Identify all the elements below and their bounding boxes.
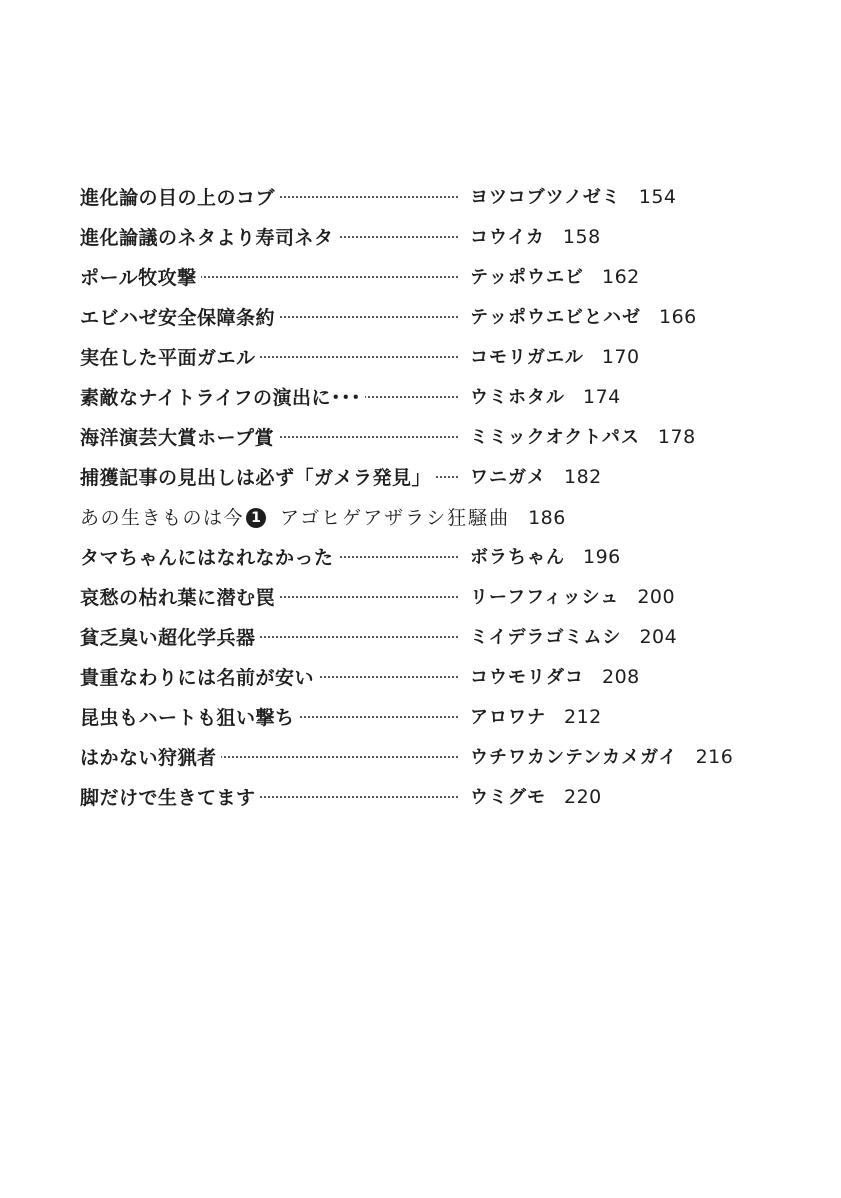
entry-subject [466, 423, 696, 449]
toc-entry [80, 781, 780, 811]
entry-subject [466, 343, 640, 369]
page-number: 174 [583, 386, 621, 408]
entry-title: 実在した平面ガエル [80, 343, 260, 370]
page-number: 208 [602, 666, 640, 688]
page-number: 178 [657, 426, 696, 448]
page-number: 154 [638, 186, 677, 208]
toc-entry [80, 541, 780, 571]
entry-title: 昆虫もハートも狙い撃ち [80, 703, 299, 730]
entry-title: 哀愁の枯れ葉に潜む罠 [80, 583, 279, 610]
entry-title: ポール牧攻撃 [80, 263, 201, 290]
entry-subject [466, 463, 602, 489]
toc-entry [80, 661, 780, 691]
toc-entry [80, 701, 780, 731]
page-number: 220 [564, 786, 602, 808]
entry-title: タマちゃんにはなれなかった [80, 543, 338, 570]
circled-number-badge: 1 [246, 508, 266, 528]
toc-entry [80, 741, 780, 771]
page-number: 196 [583, 546, 621, 568]
subject-name: コウモリダコ [470, 667, 584, 688]
subject-name: ウミグモ [470, 787, 546, 808]
entry-title: 捕獲記事の見出しは必ず「ガメラ発見」 [80, 463, 435, 490]
toc-entry [80, 261, 780, 291]
subject-name: ウミホタル [470, 387, 565, 408]
entry-title: 素敵なナイトライフの演出に･･･ [80, 383, 365, 410]
entry-subject [466, 783, 602, 809]
subject-name: ワニガメ [470, 467, 546, 488]
toc-entry [80, 461, 780, 491]
toc-entry [80, 221, 780, 251]
special-entry [80, 503, 566, 530]
toc-entry-special [80, 501, 780, 531]
toc-entry [80, 181, 780, 211]
page-number: 186 [528, 507, 566, 529]
entry-subject [466, 583, 675, 609]
entry-title: エビハゼ安全保障条約 [80, 303, 279, 330]
entry-subject [466, 223, 601, 249]
entry-subject [466, 383, 621, 409]
toc-entry [80, 301, 780, 331]
subject-name: ウチワカンテンカメガイ [470, 747, 678, 768]
subject-name: アロワナ [470, 707, 546, 728]
entry-title: 進化論の目の上のコブ [80, 183, 279, 210]
toc-entry [80, 621, 780, 651]
subject-name: ヨツコブツノゼミ [470, 187, 621, 208]
entry-subject [466, 183, 677, 209]
page-number: 166 [659, 306, 697, 328]
subject-name: テッポウエビ [470, 267, 584, 288]
entry-title: 脚だけで生きてます [80, 783, 260, 810]
entry-subject: アゴヒゲアザラシ狂騒曲 [280, 507, 511, 529]
subject-name: リーフフィッシュ [470, 587, 620, 608]
entry-title: 進化論議のネタより寿司ネタ [80, 223, 338, 250]
toc-entry [80, 381, 780, 411]
entry-title: 貴重なわりには名前が安い [80, 663, 318, 690]
entry-subject [466, 703, 602, 729]
entry-title: はかない狩猟者 [80, 743, 221, 770]
subject-name: ミイデラゴミムシ [470, 627, 622, 648]
subject-name: ミミックオクトパス [470, 427, 640, 448]
entry-subject [466, 623, 677, 649]
entry-title: あの生きものは今 [80, 507, 245, 529]
subject-name: ボラちゃん [470, 547, 565, 568]
entry-subject [466, 303, 697, 329]
subject-name: テッポウエビとハゼ [470, 307, 641, 328]
entry-subject [466, 543, 621, 569]
toc-entry [80, 341, 780, 371]
entry-subject [466, 663, 640, 689]
subject-name: コモリガエル [470, 347, 584, 368]
entry-subject [466, 263, 640, 289]
toc-entry [80, 421, 780, 451]
page-number: 216 [695, 746, 734, 768]
entry-subject [466, 743, 733, 769]
subject-name: コウイカ [470, 227, 545, 248]
page-number: 212 [564, 706, 602, 728]
page-number: 162 [602, 266, 640, 288]
entry-title: 貧乏臭い超化学兵器 [80, 623, 260, 650]
page-number: 204 [639, 626, 678, 648]
entry-title: 海洋演芸大賞ホープ賞 [80, 423, 278, 450]
page-number: 200 [637, 586, 676, 608]
toc-entry [80, 581, 780, 611]
page-number: 158 [562, 226, 601, 248]
page-number: 182 [564, 466, 602, 488]
page-number: 170 [601, 346, 640, 368]
